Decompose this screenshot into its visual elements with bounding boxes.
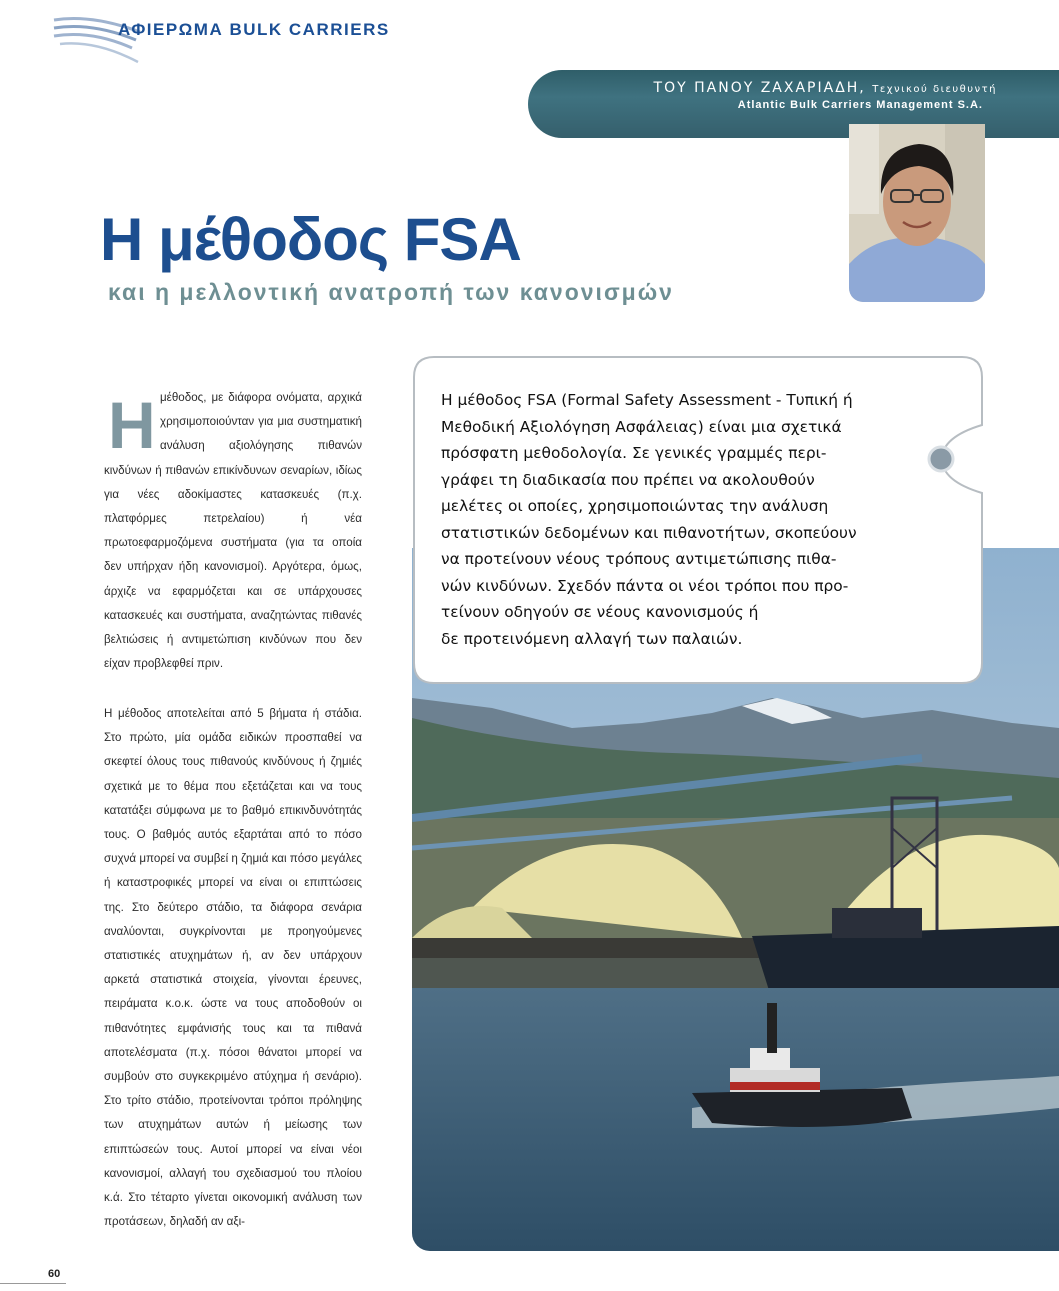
body-paragraph-2: Η μέθοδος αποτελείται από 5 βήματα ή στάδια. Στο πρώτο, μία ομάδα ειδικών προσπαθεί να σκεφτεί όλους τους πιθανούς κινδύνους ή ζημιές σχετικά με το θέμα που εξετάζεται και να τους κατατάξει σύμφωνα με το βαθμό επικινδυνότητάς τους. Ο βαθμός αυτός εξαρτάται από το πόσο συχνά μπορεί να συμβεί η ζημιά και πόσο μεγάλες ή καταστροφικές μπορεί να είναι οι επιπτώσεις της. Στο δεύτερο στάδιο, τα διάφορα σενάρια αναλύονται, συγκρίνονται με προηγούμενες στατιστικές ατυχημάτων ή, αν δεν υπάρχουν αρκετά στατιστικά στοιχεία, γίνονται έρευνες, πειράματα κ.ο.κ. ώστε να τους αποδοθούν οι πιθανότητες εμφάνισής τους και τα πιθανά αποτελέσματα (π.χ. πόσοι θάνατοι μπορεί να συμβούν στο συγκεκριμένο ατύχημα ή σενάριο). Στο τρίτο στάδιο, προτείνονται τρόποι πρόληψης των ατυχημάτων αυτών ή μείωσης των επιπτώσεών τους. Αυτοί μπορεί να είναι νέοι κανονισμοί, αλλαγή του σχεδιασμού του πλοίου κ.ά. Στο τέταρτο γίνεται οικονομική ανάλυση των προτάσεων, δηλαδή αν αξι-: [104, 707, 362, 1229]
page-number: 60: [48, 1268, 61, 1280]
author-photo: [849, 124, 985, 302]
drop-cap: Η: [108, 388, 156, 462]
callout-line: νών κινδύνων. Σχεδόν πάντα οι νέοι τρόποι που προ-: [441, 576, 849, 595]
callout-line: να προτείνουν νέους τρόπους αντιμετώπισης πιθα-: [441, 550, 837, 568]
author-name: ΤΟΥ ΠΑΝΟΥ ΖΑΧΑΡΙΑΔΗ,: [653, 80, 866, 96]
callout-line: πρόσφατη μεθοδολογία. Σε γενικές γραμμές περι-: [441, 444, 827, 462]
drop-cap-spacer: [104, 386, 160, 462]
callout-text: [441, 387, 931, 652]
paragraph-1-text: μέθοδος, με διάφορα ονόματα, αρχικά χρησιμοποιούνταν για μια συστηματική ανάλυση αξιολόγησης πιθανών κινδύνων ή πιθανών επικίνδυνων σεναρίων, ιδίως για νέες αδοκίμαστες κατασκευές (π.χ. πλατφόρμες πετρελαίου) ή νέα πρωτοεφαρμοζόμενα συστήματα (για τα οποία δεν υπήρχαν ήδη κανονισμοί). Αργότερα, όμως, άρχιζε να εφαρμόζεται και σε υπάρχουσες κατασκευές και συστήματα, αναζητώντας πιθανές βελτιώσεις ή αντιμετώπιση κινδύνων που δεν είχαν προβλεφθεί πριν.: [104, 391, 362, 671]
callout-line: τείνουν οδηγούν σε νέους κανονισμούς ή: [441, 603, 759, 621]
callout-line: Η μέθοδος FSA (Formal Safety Assessment - Τυπική ή: [441, 391, 853, 409]
page-number-rule: [0, 1283, 66, 1284]
callout-line: δε προτεινόμενη αλλαγή των παλαιών.: [441, 629, 743, 648]
author-byline: [654, 80, 997, 96]
article-subtitle: και η μελλοντική ανατροπή των κανονισμών: [108, 279, 674, 305]
author-company: Atlantic Bulk Carriers Management S.A.: [737, 99, 983, 111]
callout-line: μελέτες οι οποίες, χρησιμοποιώντας την ανάλυση: [441, 497, 829, 515]
article-title: Η μέθοδος FSA: [100, 206, 521, 273]
section-label: ΑΦΙΕΡΩΜΑ BULK CARRIERS: [118, 20, 390, 39]
body-paragraph-1: [104, 386, 362, 676]
author-role: Τεχνικού διευθυντή: [872, 84, 997, 95]
callout-line: Μεθοδική Αξιολόγηση Ασφάλειας) είναι μια σχετικά: [441, 417, 842, 436]
callout-line: γράφει τη διαδικασία που πρέπει να ακολουθούν: [441, 470, 815, 489]
callout-line: στατιστικών δεδομένων και πιθανοτήτων, σκοπεύουν: [441, 523, 857, 542]
